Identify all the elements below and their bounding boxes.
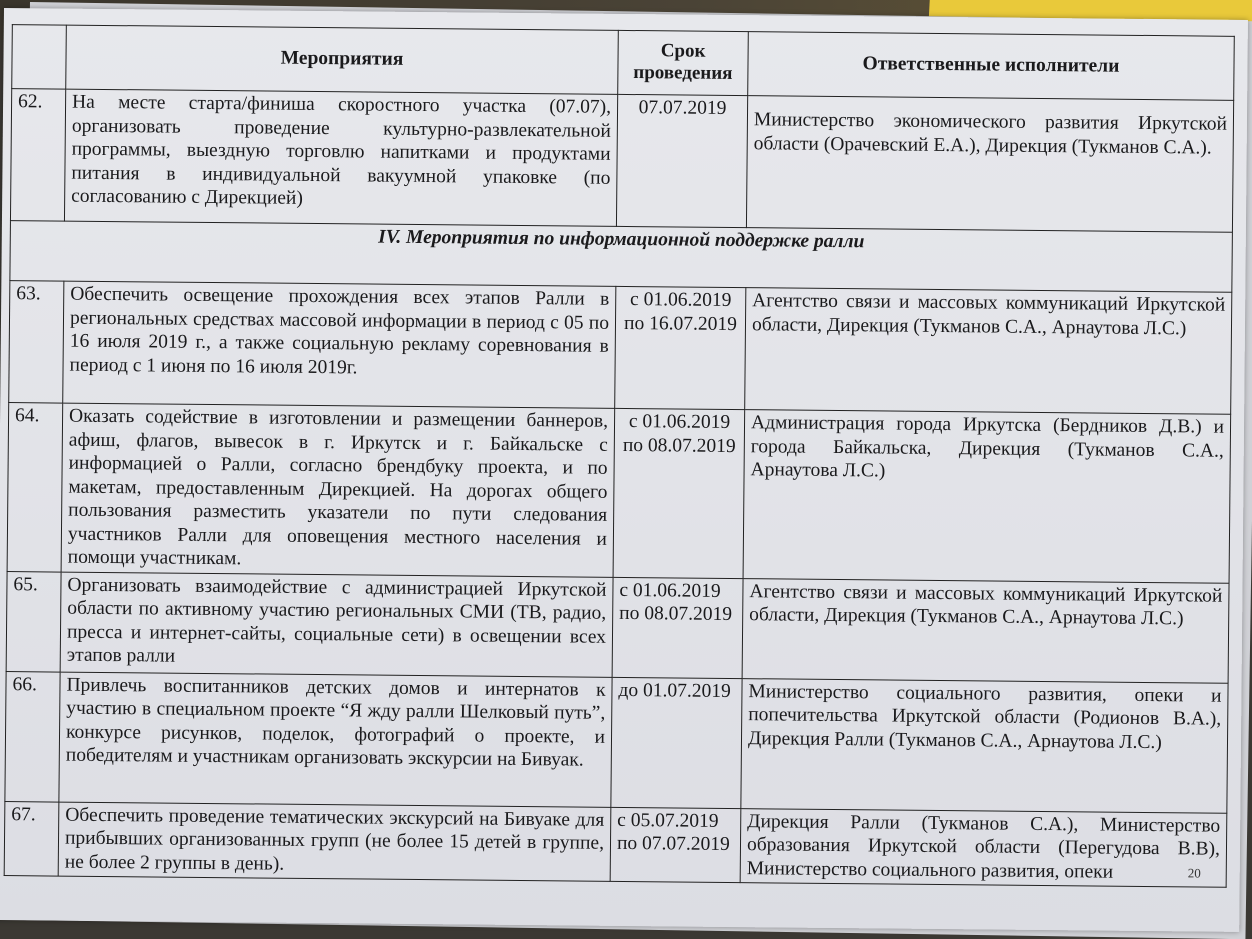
row-responsible: Агентство связи и массовых коммуникаций Иркутской области, Дирекция (Тукманов С.А., Арнаутова Л.С.) [745,288,1232,415]
table-row [4,801,1227,887]
row-term: с 05.07.2019 по 07.07.2019 [610,807,741,883]
header-events: Мероприятия [66,25,619,94]
events-table [4,24,1235,888]
row-event-text: Привлечь воспитанников детских домов и интернатов к участию в специальном проекте “Я жду ралли Шелковый путь”, конкурсе рисунков, поделок, фотографий о проекте, и победителям и участникам организовать экскурсии на Бивуак. [59,672,612,807]
row-responsible: Министерство социального развития, опеки и попечительства Иркутской области (Родионов В.А.), Дирекция Ралли (Тукманов С.А., Арнаутова Л.С.) [741,678,1228,813]
row-event-text: На месте старта/финиша скоростного участка (07.07), организовать проведение культурно-развлекательной программы, выездную торговлю напитками и продуктами питания в индивидуальной вакуумной упаковке (по согласованию с Дирекцией) [64,89,617,226]
row-term: до 01.07.2019 [611,677,742,808]
row-number: 65. [6,571,61,672]
row-event-text: Организовать взаимодействие с администрацией Иркутской области по активному участию региональных СМИ (ТВ, радио, пресса и интернет-сайты, социальные сети) в освещении всех этапов ралли [60,572,613,677]
table-row [7,403,1231,583]
row-number: 66. [5,671,60,802]
row-responsible: Министерство экономического развития Иркутской области (Орачевский Е.А.), Дирекция (Тукманов С.А.). [746,96,1233,233]
row-responsible: Администрация города Иркутска (Бердников Д.В.) и города Байкальска, Дирекция (Тукманов С.А., Арнаутова Л.С.) [743,410,1231,583]
header-responsible: Ответственные исполнители [748,32,1235,101]
row-responsible: Агентство связи и массовых коммуникаций Иркутской области, Дирекция (Тукманов С.А., Арнаутова Л.С.) [742,578,1229,683]
row-number: 67. [4,801,59,876]
row-event-text: Обеспечить проведение тематических экскурсий на Бивуаке для прибывших организованных групп (не более 15 детей в группе, не более 2 группы в день). [58,802,611,882]
row-term: с 01.06.2019 по 08.07.2019 [612,577,743,678]
table-row [10,89,1233,233]
table-row [9,281,1232,415]
page-number: 20 [1187,865,1201,881]
section-title: IV. Мероприятия по информационной поддержке ралли [10,221,1233,293]
row-number: 62. [10,89,65,222]
row-term: с 01.06.2019 по 16.07.2019 [615,286,746,409]
table-row [6,571,1229,683]
table-row [5,671,1228,813]
table-header-row [12,25,1235,101]
row-responsible: Дирекция Ралли (Тукманов С.А.), Министерство образования Иркутской области (Перегудова В.В), Министерство социального развития, опеки [740,808,1227,887]
row-number: 63. [9,281,64,404]
row-term: с 01.06.2019 по 08.07.2019 [613,408,745,578]
header-number-cell [12,25,67,90]
document-page [0,8,1248,932]
row-event-text: Обеспечить освещение прохождения всех этапов Ралли в региональных средствах массовой информации в период с 05 по 16 июля 2019 г., а также социальную рекламу соревнования в период с 1 июня по 16 июля 2019г. [63,281,616,408]
header-term: Срок проведения [618,30,749,95]
row-event-text: Оказать содействие в изготовлении и размещении баннеров, афиш, флагов, вывесок в г. Иркутск и г. Байкальске с информацией о Ралли, согласно брендбуку проекта, и по макетам, предоставленным Дирекцией. На дорогах общего пользования разместить указатели по пути следования участников Ралли для оповещения местного населения и помощи участникам. [61,403,615,577]
row-term: 07.07.2019 [616,94,747,227]
row-number: 64. [7,403,63,572]
